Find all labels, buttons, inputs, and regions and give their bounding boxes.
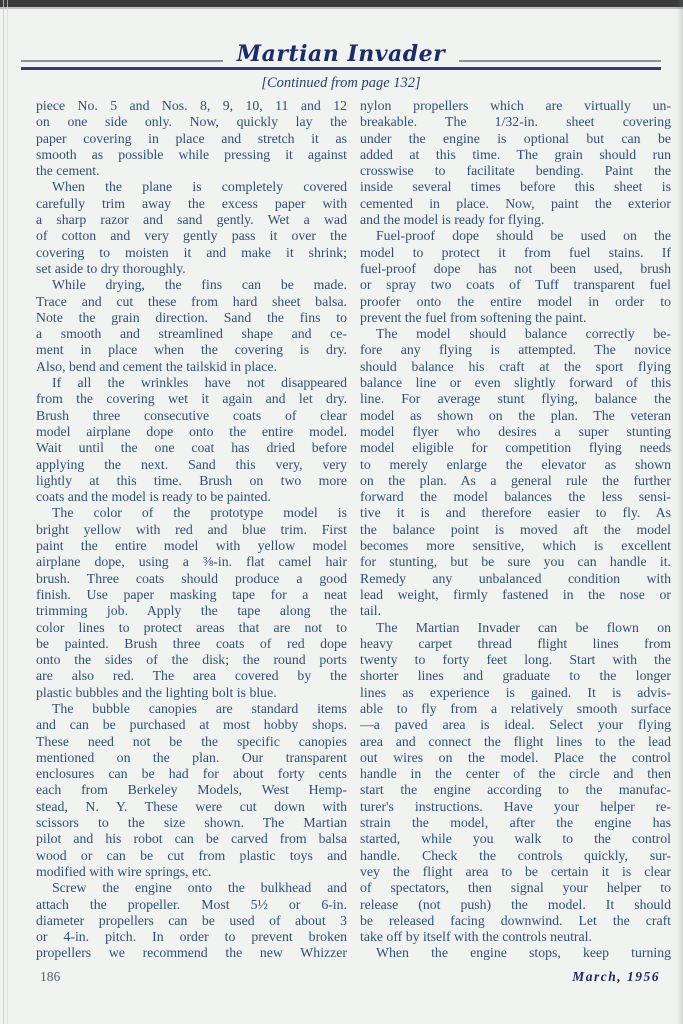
text-line: start the engine according to the manufac- (360, 782, 671, 798)
text-line: tail. (360, 603, 382, 619)
text-line: added at this time. The grain should run (360, 146, 671, 162)
column-right (360, 98, 671, 962)
paragraph (36, 277, 347, 375)
text-line: inside several times before this sheet is (360, 179, 671, 195)
text-line: take off by itself with the controls neutral. (360, 929, 592, 945)
text-line: twenty to forty feet long. Start with the (360, 652, 671, 668)
paragraph (360, 620, 671, 946)
text-line: stead, N. Y. These were cut down with (36, 798, 347, 814)
text-line: color lines to protect areas that are not to (36, 619, 347, 635)
paragraph (360, 326, 671, 619)
text-line: diameter propellers can be used of about 3 (36, 912, 347, 928)
text-line: coats and the model is ready to be painted. (36, 489, 271, 505)
text-line: —a paved area is ideal. Select your flying (360, 717, 671, 733)
text-line: ment in place when the covering is dry. (36, 342, 347, 358)
text-line: out wires on the model. Place the control (360, 749, 671, 765)
article-header (0, 0, 683, 91)
text-line: release (not push) the model. It should (360, 896, 671, 912)
scan-edge-left-2 (7, 0, 8, 1024)
text-line: lead weight, firmly fastened in the nose or (360, 586, 671, 602)
text-line: These need not be the specific canopies (36, 733, 347, 749)
text-line: handle in the center of the circle and then (360, 766, 671, 782)
text-line: and can be purchased at most hobby shops. (36, 717, 347, 733)
text-line: shorter lines and graduate to the longer (360, 668, 671, 684)
text-line: turer's instructions. Have your helper re- (360, 798, 671, 814)
text-line: onto the sides of the disk; the round ports (36, 652, 347, 668)
text-line: fuel-proof dope has not been used, brush (360, 260, 671, 276)
text-line: should balance his craft at the sport flying (360, 358, 671, 374)
text-line: under the engine is optional but can be (360, 130, 671, 146)
paragraph (36, 179, 347, 277)
text-line: airplane dope, using a ⅜-in. flat camel hair (36, 554, 347, 570)
paragraph (36, 880, 347, 961)
text-line: The model should balance correctly be- (376, 326, 671, 342)
text-line: propellers we recommend the new Whizzer (36, 945, 347, 961)
paragraph (36, 701, 347, 880)
text-line: When the plane is completely covered (52, 179, 347, 195)
text-line: forward the model balances the less sensi- (360, 489, 671, 505)
text-line: applying the next. Sand this very, very (36, 456, 347, 472)
text-line: balance line or even slightly forward of this (360, 375, 671, 391)
text-line: area and connect the flight lines to the lead (360, 733, 671, 749)
text-line: The color of the prototype model is (52, 505, 347, 521)
article-body (0, 91, 683, 962)
scan-edge-top (0, 0, 683, 7)
scan-edge-left (3, 0, 4, 1024)
text-line: mentioned on the plan. Our transparent (36, 749, 347, 765)
article-title: Martian Invader (236, 41, 446, 67)
text-line: nylon propellers which are virtually un- (360, 98, 671, 113)
text-line: modified with wire springs, etc. (36, 863, 212, 879)
text-line: Wait until the one coat has dried before (36, 440, 347, 456)
text-line: from the covering wet it again and let dry. (36, 391, 347, 407)
title-row (21, 42, 661, 66)
text-line: on one side only. Now, quickly lay the (36, 114, 347, 130)
text-line: or 4-in. pitch. In order to prevent broken (36, 929, 347, 945)
text-line: a sharp razor and sand gently. Wet a wad (36, 212, 347, 228)
paragraph (360, 945, 671, 961)
text-line: model flyer who desires a super stunting (360, 423, 671, 439)
continued-note: [Continued from page 132] (261, 75, 421, 91)
text-line: of spectators, then signal your helper to (360, 880, 671, 896)
text-line: If all the wrinkles have not disappeared (52, 375, 347, 391)
text-line: brush. Three coats should produce a good (36, 570, 347, 586)
header-rule-navy (21, 67, 661, 70)
text-line: plastic bubbles and the lighting bolt is blue. (36, 684, 277, 700)
issue-date: March, 1956 (572, 968, 660, 984)
text-line: Screw the engine onto the bulkhead and (52, 880, 347, 896)
text-line: smooth as possible while pressing it against (36, 146, 347, 162)
text-line: proofer onto the entire model in order to (360, 293, 671, 309)
text-line: line. For average stunt flying, balance the (360, 391, 671, 407)
text-line: fore any flying is attempted. The novice (360, 342, 671, 358)
text-line: While drying, the fins can be made. (52, 277, 347, 293)
text-line: able to fly from a relatively smooth surface (360, 700, 671, 716)
text-line: for stunting, but be sure you can handle it. (360, 554, 671, 570)
text-line: or spray two coats of Tuff transparent fuel (360, 277, 671, 293)
text-line: lines as experience is gained. It is advis- (360, 684, 671, 700)
text-line: Brush three consecutive coats of clear (36, 407, 347, 423)
text-line: and the model is ready for flying. (360, 212, 545, 228)
text-line: the balance point is moved aft the model (360, 521, 671, 537)
text-line: attach the propeller. Most 5½ or 6-in. (36, 896, 347, 912)
text-line: paint the entire model with yellow model (36, 538, 347, 554)
text-line: crosswise to facilitate bending. Paint the (360, 163, 671, 179)
text-line: cemented in place. Now, paint the exterior (360, 195, 671, 211)
text-line: carefully trim away the excess paper with (36, 195, 347, 211)
scan-edge-top-line (0, 7, 683, 9)
text-line: becomes more sensitive, which is excellent (360, 538, 671, 554)
text-line: pilot and his robot can be carved from balsa (36, 831, 347, 847)
text-line: covering to moisten it and make it shrink; (36, 244, 347, 260)
text-line: model to protect it from fuel stains. If (360, 244, 671, 260)
paragraph (36, 505, 347, 701)
text-line: paper covering in place and stretch it as (36, 130, 347, 146)
text-line: model eligible for competition flying needs (360, 440, 671, 456)
text-line: tive it is and therefore easier to fly. As (360, 505, 671, 521)
text-line: are also red. The area covered by the (36, 668, 347, 684)
column-left (36, 98, 347, 962)
text-line: The Martian Invader can be flown on (376, 619, 671, 635)
text-line: piece No. 5 and Nos. 8, 9, 10, 11 and 12 (36, 98, 347, 113)
text-line: model airplane dope onto the entire model. (36, 423, 347, 439)
text-line: Remedy any unbalanced condition with (360, 570, 671, 586)
text-line: scissors to the size shown. The Martian (36, 815, 347, 831)
text-line: the cement. (36, 163, 100, 179)
text-line: vey the flight area to be certain it is clear (360, 863, 671, 879)
text-line: strain the model, after the engine has (360, 815, 671, 831)
text-line: Also, bend and cement the tailskid in place. (36, 358, 277, 374)
text-line: Trace and cut these from hard sheet balsa. (36, 293, 347, 309)
text-line: be painted. Brush three coats of red dope (36, 635, 347, 651)
text-line: each from Berkeley Models, West Hemp- (36, 782, 347, 798)
text-line: wood or can be cut from plastic toys and (36, 847, 347, 863)
text-line: The bubble canopies are standard items (52, 700, 347, 716)
text-line: When the engine stops, keep turning (376, 945, 671, 961)
text-line: model as shown on the plan. The veteran (360, 407, 671, 423)
text-line: Note the grain direction. Sand the fins to (36, 309, 347, 325)
text-line: Fuel-proof dope should be used on the (376, 228, 671, 244)
text-line: set aside to dry thoroughly. (36, 260, 186, 276)
text-line: finish. Use paper masking tape for a neat (36, 586, 347, 602)
paragraph (360, 98, 671, 228)
page-number: 186 (40, 968, 61, 984)
text-line: on the plan. As a general rule the further (360, 472, 671, 488)
header-rule-left (21, 60, 223, 62)
text-line: heavy carpet thread flight lines from (360, 635, 671, 651)
page-footer (0, 962, 683, 985)
text-line: handle. Check the controls quickly, sur- (360, 847, 671, 863)
text-line: a smooth and streamlined shape and ce- (36, 326, 347, 342)
scan-edge-right (677, 0, 683, 1024)
text-line: trimming job. Apply the tape along the (36, 603, 347, 619)
text-line: be released facing downwind. Let the craft (360, 912, 671, 928)
paragraph (36, 375, 347, 505)
text-line: lightly at this time. Brush on two more (36, 472, 347, 488)
text-line: to merely enlarge the elevator as shown (360, 456, 671, 472)
text-line: started, while you walk to the control (360, 831, 671, 847)
text-line: breakable. The 1/32-in. sheet covering (360, 114, 671, 130)
text-line: bright yellow with red and blue trim. First (36, 521, 347, 537)
text-line: enclosures can be had for about forty cents (36, 766, 347, 782)
text-line: prevent the fuel from softening the paint. (360, 309, 587, 325)
text-line: of cotton and very gently pass it over the (36, 228, 347, 244)
paragraph (36, 98, 347, 179)
paragraph (360, 228, 671, 326)
header-rule-right (459, 60, 661, 62)
